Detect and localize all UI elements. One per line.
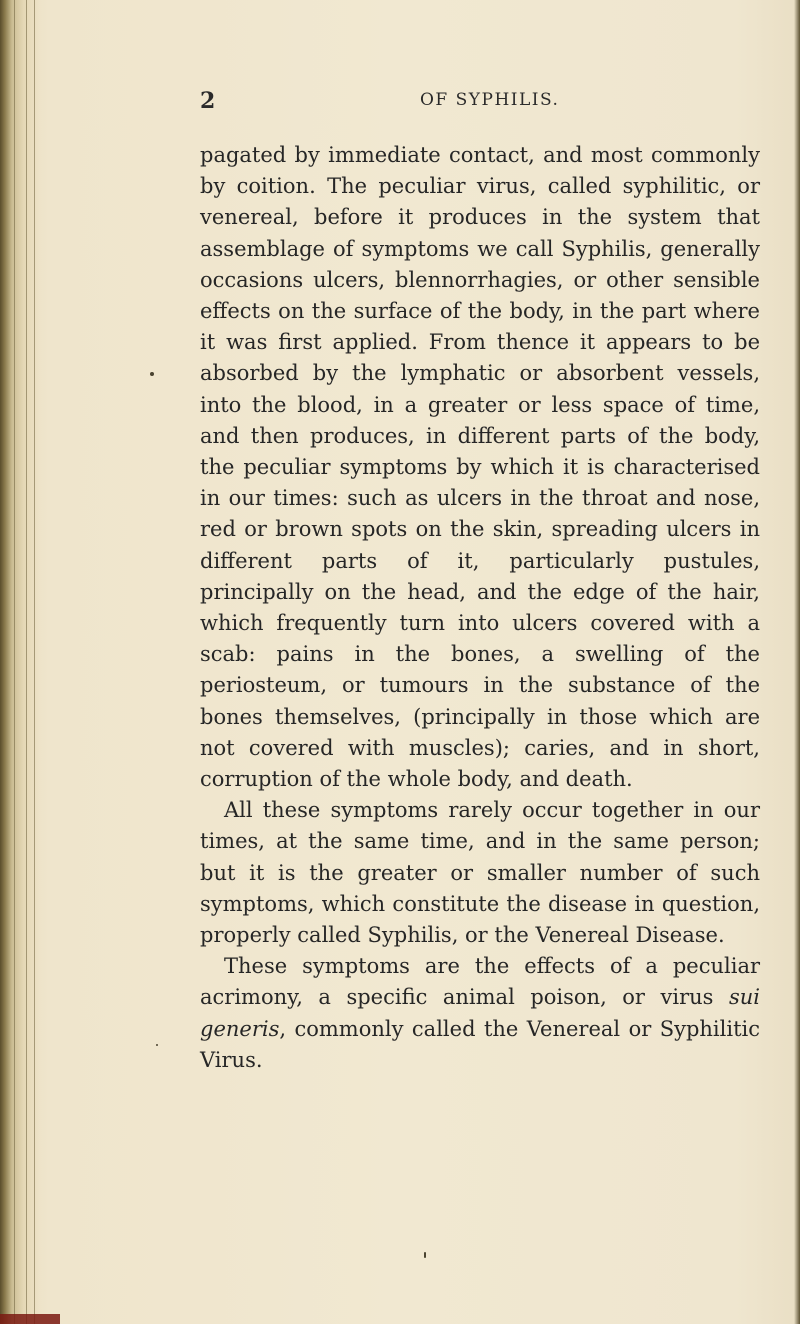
paragraph-text: These symptoms are the effects of a peculiar acrimony, a specific animal poison, or virus [200,954,760,1010]
binding-line [26,0,27,1324]
paragraph: All these symptoms rarely occur together in our times, at the same time, and in the same person; but it is the greater or smaller number of such symptoms, which constitute the disease in question, properly called Syphilis, or the Venereal Disease. [200,798,760,948]
running-title: OF SYPHILIS. [420,90,560,110]
paragraph: pagated by immediate contact, and most commonly by coition. The peculiar virus, called syphilitic, or venereal, before it produces in the system that assemblage of symptoms we call Syphilis, generally occasions ulcers, blennorrhagies, or other sensible effects on the surface of the body, in the part where it was first applied. From thence it appears to be absorbed by the lymphatic or absorbent vessels, into the blood, in a greater or less space of time, and then produces, in different parts of the body, the peculiar symptoms by which it is characterised in our times: such as ulcers in the throat and nose, red or brown spots on the skin, spreading ulcers in different parts of it, particularly pustules, principally on the head, and the edge of the hair, which frequently turn into ulcers covered with a scab: pains in the bones, a swelling of the periosteum, or tumours in the substance of the bones themselves, (principally in those which are not covered with muscles); caries, and in short, corruption of the whole body, and death. [200,143,760,792]
italic-phrase: sui generis [200,985,760,1041]
paragraph-last [200,951,760,1076]
page-right-edge [794,0,800,1324]
binding-corner-mark [0,1314,60,1324]
body-text [200,140,760,1076]
paragraph-text: , commonly called the Venereal or Syphilitic Virus. [200,1016,760,1072]
paper-speck [424,1252,426,1258]
paper-speck [156,1044,158,1046]
page-number: 2 [200,88,216,114]
paper-speck [150,372,154,376]
binding-line [34,0,35,1324]
binding-line [14,0,15,1324]
running-header [200,88,760,116]
